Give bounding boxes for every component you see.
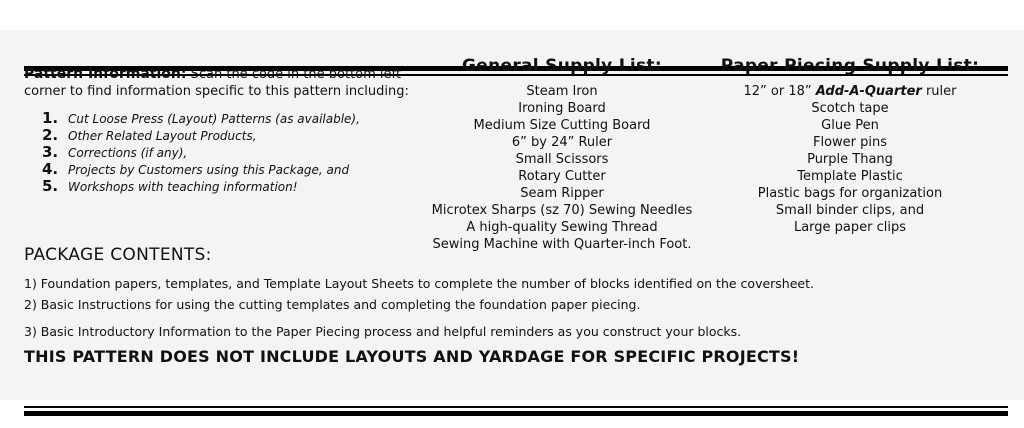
pattern-information-section xyxy=(24,66,424,195)
list-item: Glue Pen xyxy=(821,118,879,133)
list-number: 1. xyxy=(42,109,59,127)
package-item: 2) Basic Instructions for using the cutting templates and completing the foundation paper piecing. xyxy=(24,297,641,312)
list-item: A high-quality Sewing Thread xyxy=(466,220,658,235)
list-item: 6” by 24” Ruler xyxy=(511,135,613,150)
list-item: Microtex Sharps (sz 70) Sewing Needles xyxy=(431,203,693,218)
list-number: 3. xyxy=(42,143,59,161)
list-item: Scotch tape xyxy=(811,101,889,116)
list-item: Flower pins xyxy=(812,135,888,150)
list-item: Seam Ripper xyxy=(520,186,604,201)
bottom-rule-thick xyxy=(24,411,1008,416)
bottom-rule-thin xyxy=(24,406,1008,408)
list-item: Medium Size Cutting Board xyxy=(473,118,651,133)
list-item-text: Workshops with teaching information! xyxy=(68,180,298,194)
list-item xyxy=(700,83,1000,100)
list-item: Ironing Board xyxy=(518,101,606,116)
list-item xyxy=(42,178,424,195)
list-item: Template Plastic xyxy=(797,169,903,184)
list-item: Rotary Cutter xyxy=(518,169,606,184)
list-item: Sewing Machine with Quarter-inch Foot. xyxy=(432,237,692,252)
list-item xyxy=(42,144,424,161)
list-item: Steam Iron xyxy=(526,84,598,99)
package-item: 3) Basic Introductory Information to the Paper Piecing process and helpful reminders as you construct your blocks. xyxy=(24,324,742,339)
list-item-text: Projects by Customers using this Package, and xyxy=(68,163,350,177)
pattern-warning: THIS PATTERN DOES NOT INCLUDE LAYOUTS AND YARDAGE FOR SPECIFIC PROJECTS! xyxy=(24,347,800,366)
list-item-text: Corrections (if any), xyxy=(68,146,188,160)
list-number: 2. xyxy=(42,126,59,144)
ruler-word: ruler xyxy=(925,84,957,99)
package-contents-heading: PACKAGE CONTENTS: xyxy=(24,245,212,265)
list-item: Small Scissors xyxy=(515,152,609,167)
paper-piecing-supply-heading: Paper Piecing Supply List: xyxy=(720,56,980,76)
list-item: Purple Thang xyxy=(807,152,893,167)
pattern-information-heading: Pattern Information: xyxy=(24,66,187,82)
list-item xyxy=(42,127,424,144)
paper-piecing-supply-list xyxy=(700,58,1000,236)
list-item xyxy=(42,161,424,178)
list-item-text: Cut Loose Press (Layout) Patterns (as available), xyxy=(68,112,360,126)
pattern-information-text: Scan the code in the bottom left corner to find information specific to this pattern including: xyxy=(24,67,409,99)
general-supply-list xyxy=(424,58,700,253)
list-item: Plastic bags for organization xyxy=(757,186,943,201)
list-item-text: Other Related Layout Products, xyxy=(68,129,257,143)
add-a-quarter-brand: Add-A-Quarter xyxy=(815,84,922,99)
general-supply-heading: General Supply List: xyxy=(462,56,662,76)
ruler-size: 12” or 18” xyxy=(743,84,812,99)
list-item: Small binder clips, and xyxy=(775,203,925,218)
list-number: 5. xyxy=(42,177,59,195)
pattern-information-list xyxy=(42,110,424,195)
list-number: 4. xyxy=(42,160,59,178)
package-item: 1) Foundation papers, templates, and Template Layout Sheets to complete the number of blocks identified on the coversheet. xyxy=(24,276,814,291)
list-item xyxy=(42,110,424,127)
list-item: Large paper clips xyxy=(793,220,907,235)
